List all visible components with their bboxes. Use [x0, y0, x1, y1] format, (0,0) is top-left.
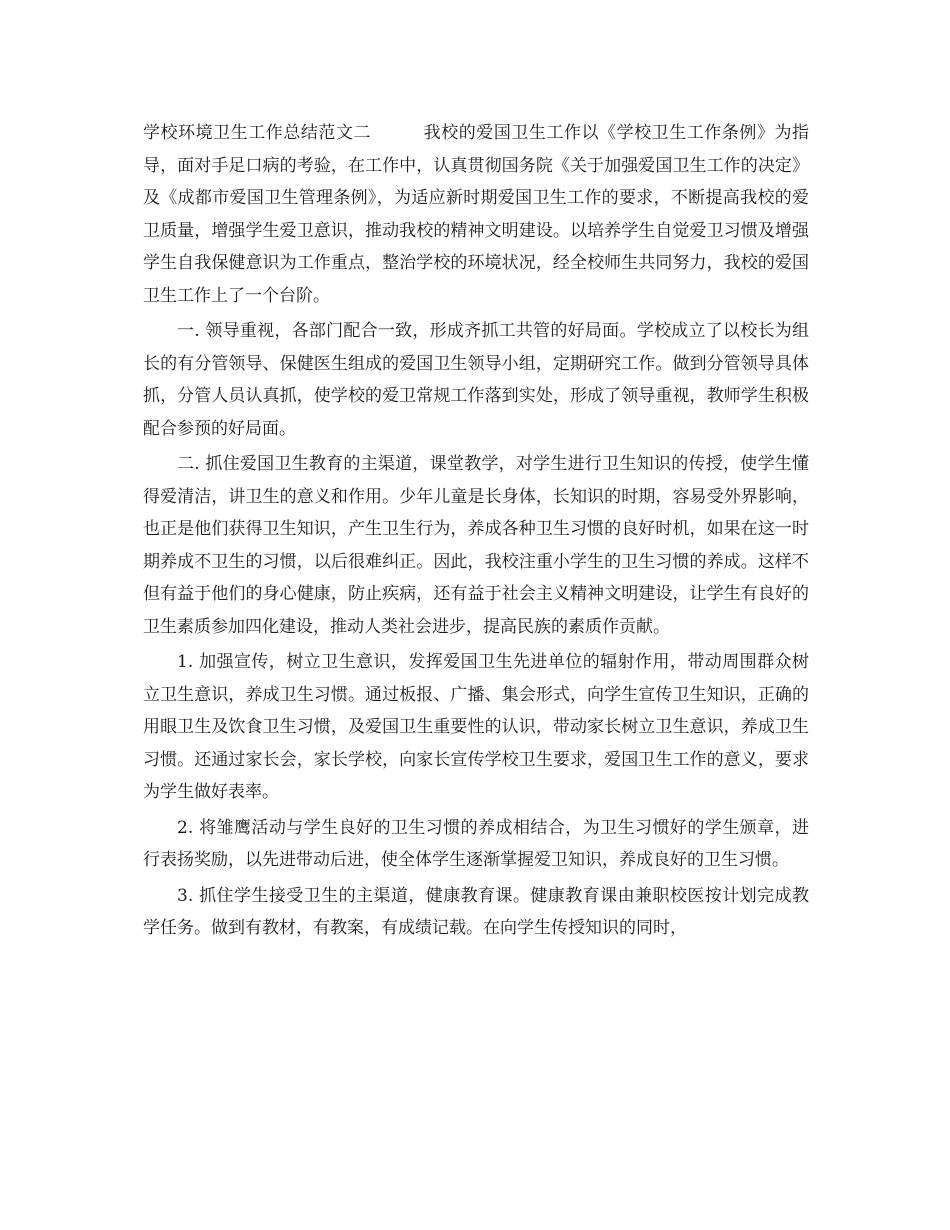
title-gap: [371, 123, 424, 143]
intro-paragraph: [143, 117, 809, 312]
paragraph: 1. 加强宣传，树立卫生意识，发挥爱国卫生先进单位的辐射作用，带动周围群众树立卫生意识，养成卫生习惯。通过板报、广播、集会形式，向学生宣传卫生知识，正确的用眼卫生及饮食卫生习惯，及爱国卫生重要性的认识，带动家长树立卫生意识，养成卫生习惯。还通过家长会，家长学校，向家长宣传学校卫生要求，爱国卫生工作的意义，要求为学生做好表率。: [143, 652, 809, 802]
paragraph-text: 我校的爱国卫生工作以《学校卫生工作条例》为指导，面对手足口病的考验，在工作中，认真贯彻国务院《关于加强爱国卫生工作的决定》及《成都市爱国卫生管理条例》，为适应新时期爱国卫生工作的要求，不断提高我校的爱卫质量，增强学生爱卫意识，推动我校的精神文明建设。以培养学生自觉爱卫习惯及增强学生自我保健意识为工作重点，整治学校的环境状况，经全校师生共同努力，我校的爱国卫生工作上了一个台阶。: [143, 123, 810, 306]
document-body: [143, 117, 809, 948]
paragraph: 一. 领导重视，各部门配合一致，形成齐抓工共管的好局面。学校成立了以校长为组长的有分管领导、保健医生组成的爱国卫生领导小组，定期研究工作。做到分管领导具体抓，分管人员认真抓，使学校的爱卫常规工作落到实处，形成了领导重视，教师学生积极配合参预的好局面。: [143, 321, 809, 439]
paragraph: 3. 抓住学生接受卫生的主渠道，健康教育课。健康教育课由兼职校医按计划完成教学任务。做到有教材，有教案，有成绩记载。在向学生传授知识的同时，: [143, 885, 809, 938]
paragraph: 二. 抓住爱国卫生教育的主渠道，课堂教学，对学生进行卫生知识的传授，使学生懂得爱清洁，讲卫生的意义和作用。少年儿童是长身体，长知识的时期，容易受外界影响，也正是他们获得卫生知识，产生卫生行为，养成各种卫生习惯的良好时机，如果在这一时期养成不卫生的习惯，以后很难纠正。因此，我校注重小学生的卫生习惯的养成。这样不但有益于他们的身心健康，防止疾病，还有益于社会主义精神文明建设，让学生有良好的卫生素质参加四化建设，推动人类社会进步，提高民族的素质作贡献。: [143, 454, 809, 637]
paragraph: 2. 将雏鹰活动与学生良好的卫生习惯的养成相结合，为卫生习惯好的学生颁章，进行表扬奖励，以先进带动后进，使全体学生逐渐掌握爱卫知识，养成良好的卫生习惯。: [143, 817, 809, 870]
document-title: 学校环境卫生工作总结范文二: [143, 123, 372, 143]
